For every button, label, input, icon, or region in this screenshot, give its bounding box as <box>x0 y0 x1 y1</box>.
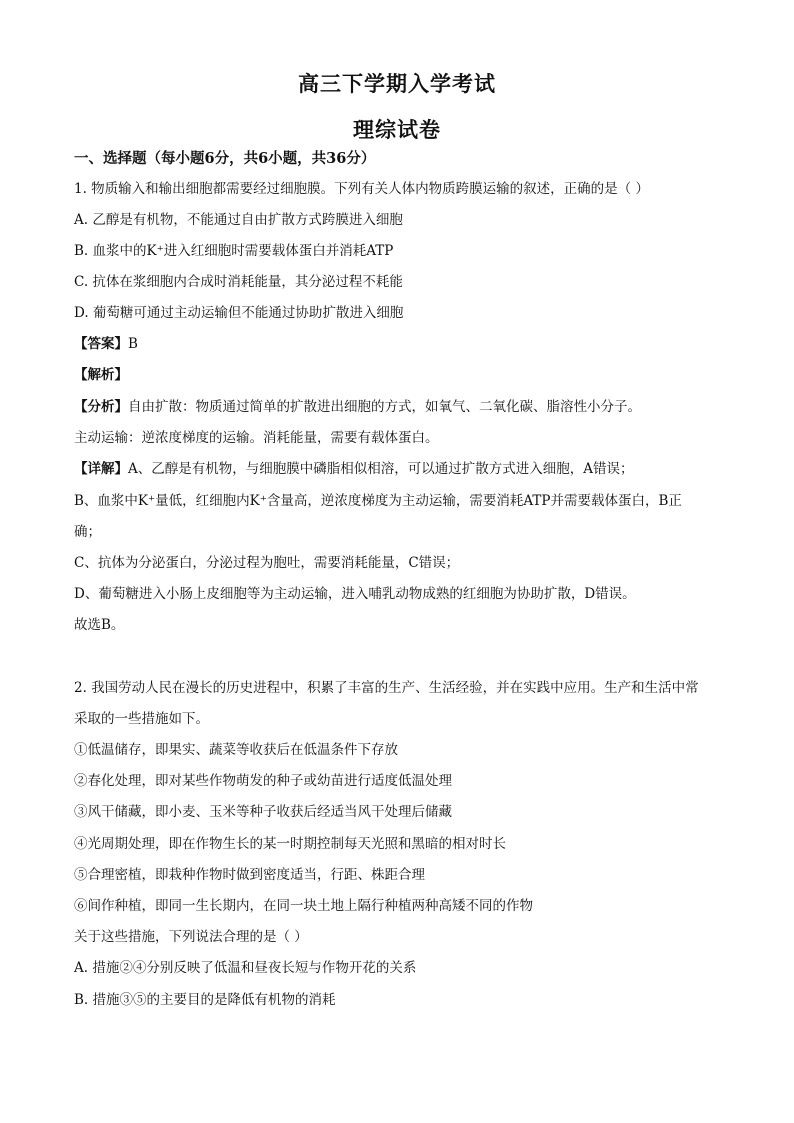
q1-active-transport: 主动运输：逆浓度梯度的运输。消耗能量，需要有载体蛋白。 <box>74 430 439 446</box>
q1-conclusion: 故选B。 <box>74 617 125 633</box>
q1-xiangjie-a <box>74 457 634 477</box>
q1-option-d: D. 葡萄糖可通过主动运输但不能通过协助扩散进入细胞 <box>74 305 404 321</box>
q2-measure-2: ②春化处理，即对某些作物萌发的种子或幼苗进行适度低温处理 <box>74 773 452 789</box>
q2-stem-line2: 采取的一些措施如下。 <box>74 711 209 727</box>
q1-answer <box>74 332 138 352</box>
q1-stem: 1. 物质输入和输出细胞都需要经过细胞膜。下列有关人体内物质跨膜运输的叙述，正确的是（ ） <box>74 181 649 197</box>
q1-option-b: B. 血浆中的K⁺进入红细胞时需要载体蛋白并消耗ATP <box>74 243 394 259</box>
xiangjie-a-text: A、乙醇是有机物，与细胞膜中磷脂相似相溶，可以通过扩散方式进入细胞，A错误； <box>128 461 634 477</box>
q2-question: 关于这些措施，下列说法合理的是（ ） <box>74 929 308 945</box>
q1-option-a: A. 乙醇是有机物，不能通过自由扩散方式跨膜进入细胞 <box>74 212 403 228</box>
q1-fenxi <box>74 395 641 415</box>
q2-measure-4: ④光周期处理，即在作物生长的某一时期控制每天光照和黑暗的相对时长 <box>74 836 506 852</box>
fenxi-label: 【分析】 <box>74 399 128 415</box>
analysis-label: 【解析】 <box>74 367 128 383</box>
q1-xiangjie-c: C、抗体为分泌蛋白，分泌过程为胞吐，需要消耗能量，C错误； <box>74 555 460 571</box>
xiangjie-label: 【详解】 <box>74 461 128 477</box>
q2-measure-5: ⑤合理密植，即栽种作物时做到密度适当，行距、株距合理 <box>74 867 425 883</box>
q1-xiangjie-b1: B、血浆中K⁺量低，红细胞内K⁺含量高，逆浓度梯度为主动运输，需要消耗ATP并需要载体蛋白，B正 <box>74 493 682 509</box>
q2-measure-3: ③风干储藏，即小麦、玉米等种子收获后经适当风干处理后储藏 <box>74 804 452 820</box>
q2-option-b: B. 措施③⑤的主要目的是降低有机物的消耗 <box>74 992 336 1008</box>
answer-value: B <box>128 336 138 352</box>
exam-title: 高三下学期入学考试 <box>298 71 496 96</box>
section-header: 一、选择题（每小题6分，共6小题，共36分） <box>74 150 376 167</box>
q1-option-c: C. 抗体在浆细胞内合成时消耗能量，其分泌过程不耗能 <box>74 274 403 290</box>
q2-measure-6: ⑥间作种植，即同一生长期内，在同一块土地上隔行种植两种高矮不同的作物 <box>74 898 533 914</box>
q1-xiangjie-d: D、葡萄糖进入小肠上皮细胞等为主动运输，进入哺乳动物成熟的红细胞为协助扩散，D错误。 <box>74 586 636 602</box>
q2-stem-line1: 2. 我国劳动人民在漫长的历史进程中，积累了丰富的生产、生活经验，并在实践中应用。生产和生活中常 <box>74 680 699 696</box>
fenxi-text: 自由扩散：物质通过简单的扩散进出细胞的方式，如氧气、二氧化碳、脂溶性小分子。 <box>128 399 641 415</box>
exam-subtitle: 理综试卷 <box>353 117 441 142</box>
q1-xiangjie-b2: 确； <box>74 524 101 540</box>
q2-measure-1: ①低温储存，即果实、蔬菜等收获后在低温条件下存放 <box>74 742 398 758</box>
q2-option-a: A. 措施②④分别反映了低温和昼夜长短与作物开花的关系 <box>74 960 417 976</box>
answer-label: 【答案】 <box>74 336 128 352</box>
